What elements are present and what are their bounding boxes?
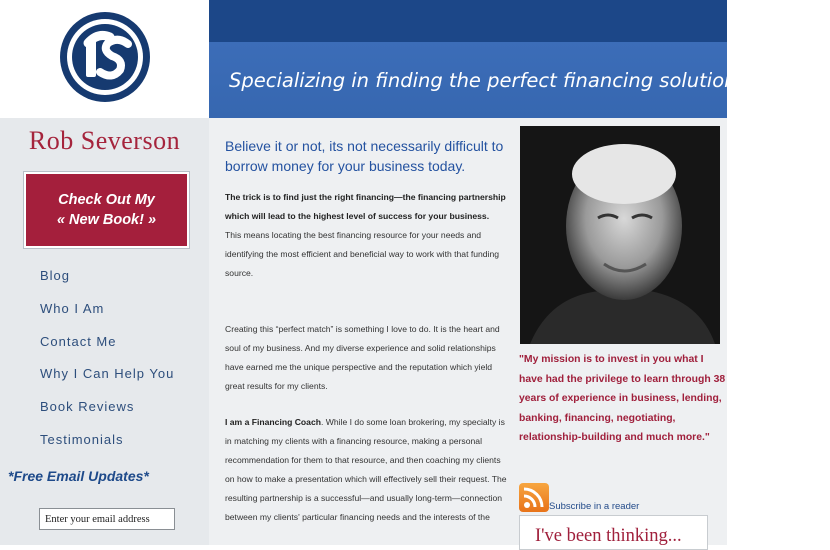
intro-paragraph — [225, 188, 507, 283]
financing-coach-body: . While I do some loan brokering, my specialty is in matching my clients with a financing resource, making a personal recommendation for them to that resource, and then coaching my clients on how to make a presentation which will effectively sell their request. The resulting partnership is a successful—and usually long-term—connection between my clients' particular financing needs and the interests of the — [225, 417, 507, 522]
financing-coach-paragraph — [225, 413, 507, 527]
sidebar-nav — [40, 268, 174, 465]
email-field[interactable] — [39, 508, 175, 530]
mission-quote: "My mission is to invest in you what I have had the privilege to learn through 38 years of experience in business, lending, banking, financing, negotiating, relationship-building and much more." — [519, 354, 726, 443]
email-updates-title: *Free Email Updates* — [8, 468, 149, 484]
book-button-line2: « New Book! » — [56, 212, 157, 228]
banner-top-band — [209, 0, 727, 42]
nav-item-who-i-am[interactable]: Who I Am — [40, 300, 105, 316]
portrait-photo — [520, 126, 720, 344]
nav-item-book-reviews[interactable]: Book Reviews — [40, 399, 135, 415]
logo-area[interactable] — [0, 0, 209, 118]
nav-item-why-i-can-help-you[interactable]: Why I Can Help You — [40, 366, 175, 382]
nav-item-testimonials[interactable]: Testimonials — [40, 431, 124, 447]
perfect-match-paragraph: Creating this “perfect match” is something I love to do. It is the heart and soul of my business. And my diverse experience and solid relationships have earned me the unique perspective and the reputation which yield great results for my clients. — [225, 324, 500, 391]
financing-coach-strong: I am a Financing Coach — [225, 417, 321, 427]
book-button-line1: Check Out My — [58, 192, 155, 208]
rs-logo-icon — [58, 10, 152, 104]
intro-strong-text: The trick is to find just the right financing—the financing partnership which will lead to the highest level of success for your business. — [225, 192, 506, 221]
new-book-button[interactable] — [24, 172, 189, 248]
header-banner — [209, 0, 830, 118]
subscribe-link[interactable]: Subscribe in a reader — [549, 501, 640, 512]
brand-name: Rob Severson — [28, 126, 181, 155]
portrait-image — [520, 126, 720, 344]
tagline: Specializing in finding the perfect financing solution for you a — [229, 69, 830, 92]
main-content — [209, 118, 509, 545]
thinking-title: I've been thinking... — [535, 526, 682, 546]
nav-item-contact-me[interactable]: Contact Me — [40, 333, 117, 349]
page-headline: Believe it or not, its not necessarily difficult to borrow money for your business today. — [225, 138, 504, 174]
left-sidebar — [0, 118, 209, 545]
right-column — [509, 118, 727, 545]
rss-icon[interactable] — [519, 483, 549, 512]
intro-body-text: This means locating the best financing resource for your needs and identifying the most efficient and beneficial way to work with that funding source. — [225, 230, 500, 278]
nav-item-blog[interactable]: Blog — [40, 268, 71, 283]
thinking-box — [519, 515, 708, 550]
